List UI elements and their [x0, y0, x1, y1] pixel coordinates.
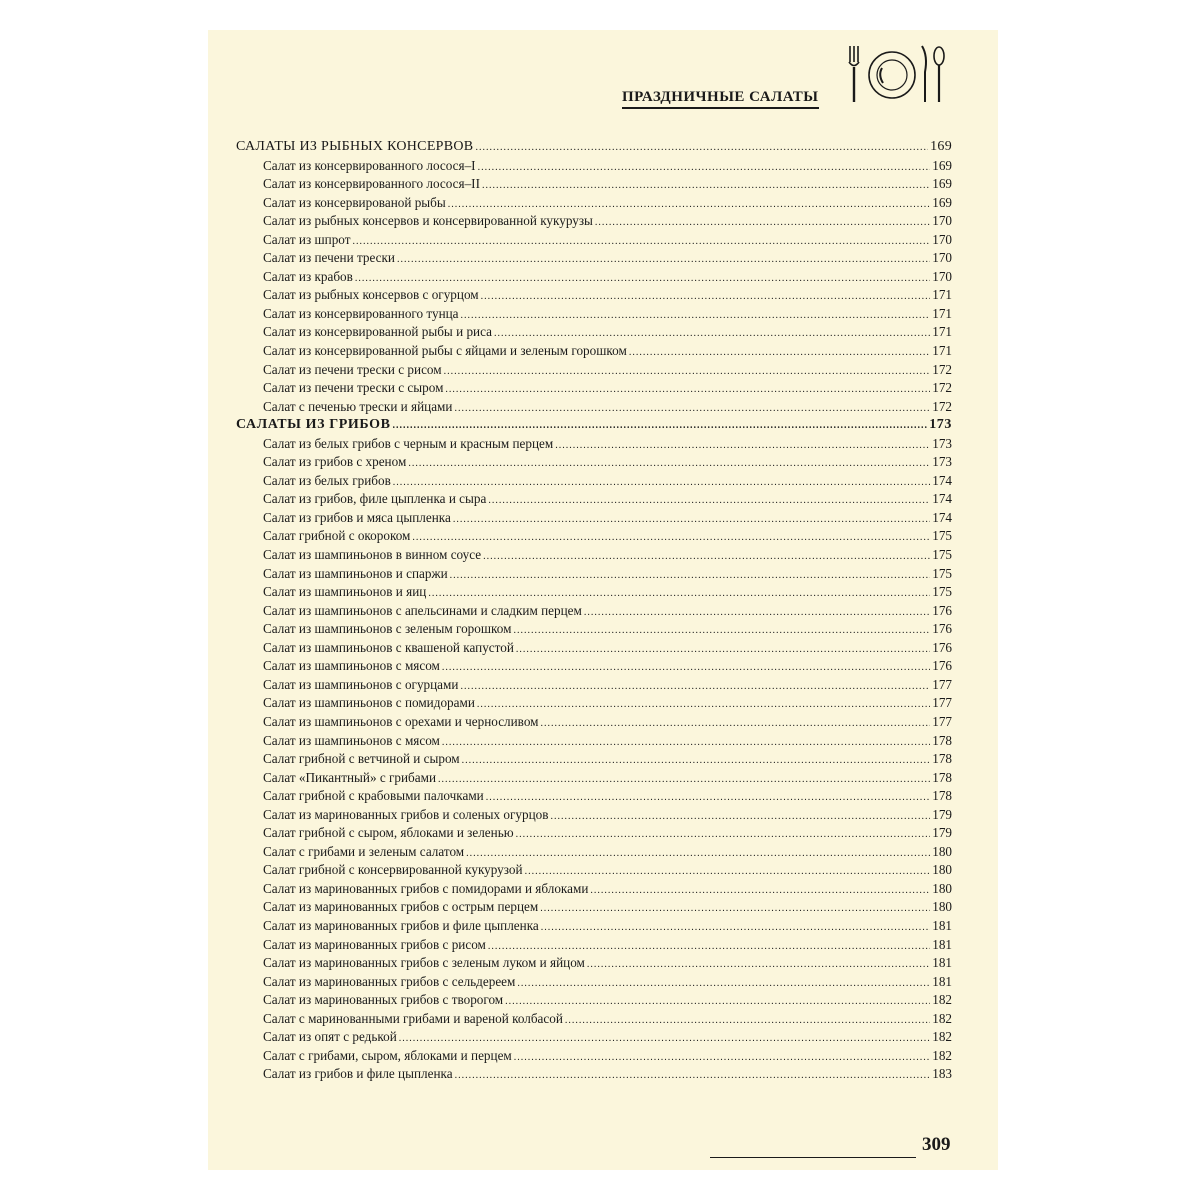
- toc-entry: [236, 546, 952, 565]
- toc-entry: [236, 583, 952, 602]
- toc-entry: [236, 323, 952, 342]
- toc-entry-page: 181: [932, 936, 952, 952]
- toc-entry-page: 181: [932, 973, 952, 989]
- toc-entry-page: 171: [932, 324, 952, 340]
- toc-entry-title: Салат из маринованных грибов и филе цыпленка: [263, 917, 539, 933]
- toc-entry-title: Салат из белых грибов с черным и красным перцем: [263, 435, 554, 451]
- dot-leader: [460, 678, 930, 696]
- toc-entry-title: Салат с печенью трески и яйцами: [263, 398, 453, 414]
- dot-leader: [516, 641, 930, 659]
- toc-entry: [236, 880, 952, 899]
- dot-leader: [461, 307, 930, 325]
- dot-leader: [488, 492, 930, 510]
- dot-leader: [483, 548, 930, 566]
- toc-entry-title: Салат из шампиньонов с орехами и черносливом: [263, 713, 539, 729]
- toc-entry-page: 176: [932, 621, 952, 637]
- toc-entry: [236, 954, 952, 973]
- toc-entry: [236, 991, 952, 1010]
- toc-entry-title: Салат из грибов с хреном: [263, 454, 407, 470]
- dot-leader: [540, 900, 930, 918]
- toc-entry: [236, 676, 952, 695]
- toc-entry-page: 182: [932, 1047, 952, 1063]
- toc-entry: [236, 453, 952, 472]
- dot-leader: [466, 845, 930, 863]
- toc-entry: [236, 435, 952, 454]
- toc-entry-page: 176: [932, 658, 952, 674]
- toc-entry-title: Салат из шампиньонов с зеленым горошком: [263, 621, 512, 637]
- toc-entry-page: 180: [932, 899, 952, 915]
- toc-entry-page: 180: [932, 862, 952, 878]
- toc-entry-title: Салат из рыбных консервов с огурцом: [263, 287, 479, 303]
- dot-leader: [481, 288, 930, 306]
- dot-leader: [442, 659, 930, 677]
- toc-entry: [236, 824, 952, 843]
- toc-entry: [236, 305, 952, 324]
- toc-entry-title: Салат из опят с редькой: [263, 1029, 397, 1045]
- toc-entry: [236, 175, 952, 194]
- table-of-contents: [236, 138, 952, 1084]
- dot-leader: [505, 993, 930, 1011]
- page-number: 309: [922, 1134, 951, 1155]
- toc-entry-page: 181: [932, 955, 952, 971]
- toc-entry-page: 169: [932, 157, 952, 173]
- toc-entry-page: 176: [932, 639, 952, 655]
- toc-entry-page: 169: [932, 176, 952, 192]
- toc-entry: [236, 787, 952, 806]
- dot-leader: [629, 344, 930, 362]
- toc-entry: [236, 694, 952, 713]
- toc-entry: [236, 398, 952, 417]
- dot-leader: [584, 604, 930, 622]
- dot-leader: [555, 437, 930, 455]
- toc-entry-title: Салат из маринованных грибов с зеленым луком и яйцом: [263, 955, 585, 971]
- toc-entry: [236, 806, 952, 825]
- toc-entry-page: 175: [932, 547, 952, 563]
- toc-entry: [236, 1010, 952, 1029]
- dot-leader: [541, 715, 930, 733]
- toc-entry-title: Салат с грибами, сыром, яблоками и перцем: [263, 1047, 512, 1063]
- dot-leader: [445, 381, 930, 399]
- toc-entry-page: 172: [932, 398, 952, 414]
- dot-leader: [488, 938, 930, 956]
- toc-entry-title: Салат из маринованных грибов с острым перцем: [263, 899, 539, 915]
- toc-entry: [236, 732, 952, 751]
- toc-entry-title: Салат из шампиньонов с квашеной капустой: [263, 639, 514, 655]
- dot-leader: [455, 1067, 930, 1085]
- toc-entry-page: 174: [932, 509, 952, 525]
- toc-entry-page: 181: [932, 917, 952, 933]
- toc-entry-title: САЛАТЫ ИЗ РЫБНЫХ КОНСЕРВОВ: [236, 139, 474, 154]
- toc-entry: [236, 843, 952, 862]
- toc-entry-title: Салат из белых грибов: [263, 472, 391, 488]
- toc-entry-page: 178: [932, 788, 952, 804]
- toc-entry: [236, 639, 952, 658]
- toc-entry-title: Салат с грибами и зеленым салатом: [263, 843, 465, 859]
- toc-entry-page: 177: [932, 695, 952, 711]
- dot-leader: [393, 417, 928, 435]
- toc-entry-page: 182: [932, 1010, 952, 1026]
- dot-leader: [541, 919, 930, 937]
- dot-leader: [478, 159, 930, 177]
- toc-entry-page: 173: [932, 435, 952, 451]
- toc-entry-page: 180: [932, 843, 952, 859]
- toc-entry-page: 173: [932, 454, 952, 470]
- dot-leader: [453, 511, 930, 529]
- toc-entry: [236, 973, 952, 992]
- toc-entry-page: 170: [932, 213, 952, 229]
- toc-section-heading: [236, 416, 952, 435]
- toc-entry-title: Салат грибной с ветчиной и сыром: [263, 751, 460, 767]
- toc-entry-title: Салат из печени трески: [263, 250, 395, 266]
- toc-entry: [236, 194, 952, 213]
- dot-leader: [590, 882, 930, 900]
- toc-entry-title: Салат с маринованными грибами и вареной колбасой: [263, 1010, 563, 1026]
- toc-entry-title: Салат из шпрот: [263, 231, 351, 247]
- toc-entry-page: 169: [932, 194, 952, 210]
- dot-leader: [393, 474, 930, 492]
- toc-entry-page: 171: [932, 305, 952, 321]
- toc-entry-page: 178: [932, 751, 952, 767]
- toc-entry-title: Салат грибной с окороком: [263, 528, 411, 544]
- dot-leader: [408, 455, 930, 473]
- toc-entry-page: 178: [932, 732, 952, 748]
- book-page: [208, 30, 998, 1170]
- toc-section-heading: [236, 138, 952, 157]
- toc-entry-page: 182: [932, 1029, 952, 1045]
- toc-entry-title: САЛАТЫ ИЗ ГРИБОВ: [236, 417, 391, 433]
- toc-entry: [236, 509, 952, 528]
- footer-divider: [710, 1157, 916, 1158]
- dot-leader: [482, 177, 930, 195]
- tableware-icon: [840, 42, 950, 104]
- toc-entry-title: Салат из шампиньонов с апельсинами и сладким перцем: [263, 602, 582, 618]
- toc-entry-title: Салат из маринованных грибов и соленых огурцов: [263, 806, 549, 822]
- toc-entry-page: 180: [932, 880, 952, 896]
- toc-entry-title: Салат из шампиньонов с огурцами: [263, 676, 459, 692]
- toc-entry-page: 174: [932, 491, 952, 507]
- dot-leader: [595, 214, 930, 232]
- toc-entry-page: 175: [932, 584, 952, 600]
- toc-entry-page: 172: [932, 361, 952, 377]
- toc-entry-title: Салат грибной с крабовыми палочками: [263, 788, 484, 804]
- dot-leader: [494, 325, 930, 343]
- dot-leader: [475, 139, 928, 157]
- toc-entry: [236, 342, 952, 361]
- dot-leader: [355, 270, 930, 288]
- toc-entry-title: Салат из печени трески с сыром: [263, 380, 444, 396]
- dot-leader: [517, 975, 930, 993]
- toc-entry-page: 170: [932, 250, 952, 266]
- toc-entry-page: 171: [932, 287, 952, 303]
- toc-entry-title: Салат из шампиньонов с помидорами: [263, 695, 475, 711]
- toc-entry-page: 173: [929, 417, 952, 433]
- toc-entry: [236, 527, 952, 546]
- toc-entry-title: Салат из рыбных консервов и консервированной кукурузы: [263, 213, 593, 229]
- toc-entry: [236, 379, 952, 398]
- toc-entry-page: 175: [932, 565, 952, 581]
- toc-entry-title: Салат из маринованных грибов с помидорами и яблоками: [263, 880, 589, 896]
- dot-leader: [486, 789, 930, 807]
- dot-leader: [551, 808, 931, 826]
- toc-entry: [236, 936, 952, 955]
- toc-entry-page: 179: [932, 806, 952, 822]
- toc-entry-title: Салат из консервированного лосося–I: [263, 157, 476, 173]
- toc-entry-page: 171: [932, 343, 952, 359]
- toc-entry-title: Салат из шампиньонов с мясом: [263, 732, 440, 748]
- dot-leader: [462, 752, 930, 770]
- toc-entry: [236, 1028, 952, 1047]
- toc-entry-title: Салат из маринованных грибов с рисом: [263, 936, 486, 952]
- toc-entry: [236, 917, 952, 936]
- toc-entry: [236, 769, 952, 788]
- toc-entry-page: 172: [932, 380, 952, 396]
- toc-entry-page: 178: [932, 769, 952, 785]
- toc-entry-page: 170: [932, 231, 952, 247]
- dot-leader: [428, 585, 930, 603]
- dot-leader: [450, 567, 930, 585]
- toc-entry-title: Салат из консервированой рыбы: [263, 194, 446, 210]
- dot-leader: [352, 233, 930, 251]
- toc-entry-title: Салат из маринованных грибов с сельдереем: [263, 973, 516, 989]
- toc-entry-title: Салат из консервированной рыбы с яйцами и зеленым горошком: [263, 343, 627, 359]
- toc-entry-title: Салат грибной с сыром, яблоками и зеленью: [263, 825, 514, 841]
- toc-entry-title: Салат «Пикантный» с грибами: [263, 769, 437, 785]
- toc-entry: [236, 861, 952, 880]
- toc-entry-page: 169: [930, 139, 952, 154]
- dot-leader: [448, 196, 930, 214]
- toc-entry: [236, 249, 952, 268]
- toc-entry: [236, 361, 952, 380]
- dot-leader: [587, 956, 930, 974]
- toc-entry: [236, 898, 952, 917]
- toc-entry-page: 177: [932, 713, 952, 729]
- dot-leader: [438, 771, 930, 789]
- toc-entry-page: 183: [932, 1066, 952, 1082]
- dot-leader: [444, 363, 930, 381]
- toc-entry-title: Салат из консервированного лосося–II: [263, 176, 480, 192]
- toc-entry-title: Салат из шампиньонов и спаржи: [263, 565, 448, 581]
- toc-entry: [236, 472, 952, 491]
- dot-leader: [442, 734, 930, 752]
- dot-leader: [397, 251, 930, 269]
- toc-entry-title: Салат из консервированного тунца: [263, 305, 459, 321]
- toc-entry-page: 182: [932, 992, 952, 1008]
- dot-leader: [514, 1049, 930, 1067]
- toc-entry: [236, 157, 952, 176]
- toc-entry-title: Салат из печени трески с рисом: [263, 361, 442, 377]
- toc-entry: [236, 1065, 952, 1084]
- toc-entry: [236, 657, 952, 676]
- toc-entry-title: Салат из шампиньонов в винном соусе: [263, 547, 482, 563]
- toc-entry: [236, 268, 952, 287]
- toc-entry-title: Салат из шампиньонов и яиц: [263, 584, 427, 600]
- toc-entry: [236, 1047, 952, 1066]
- toc-entry-page: 175: [932, 528, 952, 544]
- toc-entry: [236, 231, 952, 250]
- dot-leader: [513, 622, 930, 640]
- toc-entry-title: Салат из грибов и мяса цыпленка: [263, 509, 451, 525]
- toc-entry-page: 176: [932, 602, 952, 618]
- dot-leader: [525, 863, 930, 881]
- page-header-title: ПРАЗДНИЧНЫЕ САЛАТЫ: [622, 88, 819, 109]
- toc-entry: [236, 602, 952, 621]
- dot-leader: [412, 529, 930, 547]
- dot-leader: [516, 826, 930, 844]
- toc-entry-title: Салат из грибов, филе цыпленка и сыра: [263, 491, 487, 507]
- toc-entry-page: 179: [932, 825, 952, 841]
- toc-entry: [236, 565, 952, 584]
- toc-entry-title: Салат из консервированной рыбы и риса: [263, 324, 492, 340]
- toc-entry-page: 174: [932, 472, 952, 488]
- toc-entry-title: Салат из шампиньонов с мясом: [263, 658, 440, 674]
- toc-entry: [236, 713, 952, 732]
- dot-leader: [454, 400, 930, 418]
- toc-entry-title: Салат из грибов и филе цыпленка: [263, 1066, 453, 1082]
- toc-entry-page: 177: [932, 676, 952, 692]
- dot-leader: [565, 1012, 930, 1030]
- toc-entry: [236, 212, 952, 231]
- toc-entry-title: Салат грибной с консервированной кукурузой: [263, 862, 523, 878]
- toc-entry-title: Салат из крабов: [263, 268, 353, 284]
- toc-entry-title: Салат из маринованных грибов с творогом: [263, 992, 504, 1008]
- toc-entry: [236, 490, 952, 509]
- dot-leader: [477, 696, 930, 714]
- toc-entry: [236, 286, 952, 305]
- toc-entry-page: 170: [932, 268, 952, 284]
- dot-leader: [399, 1030, 930, 1048]
- toc-entry: [236, 750, 952, 769]
- toc-entry: [236, 620, 952, 639]
